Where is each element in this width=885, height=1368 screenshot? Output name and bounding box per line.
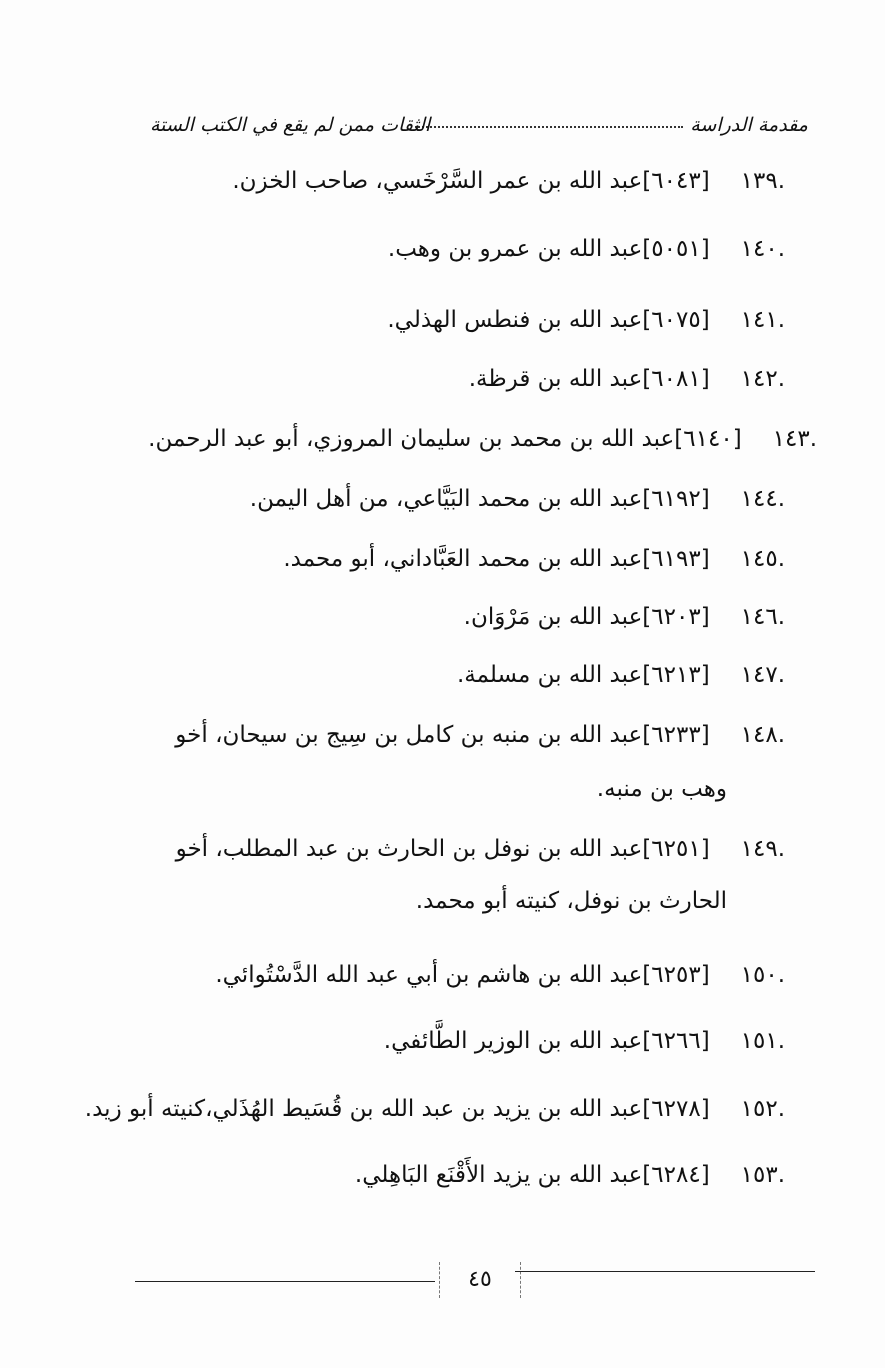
entry-number: .١٥١: [740, 1028, 785, 1054]
entry-text: عبد الله بن محمد بن سليمان المروزي، أبو عبد الرحمن.: [148, 426, 675, 452]
entry-text: عبد الله بن مسلمة.: [456, 662, 643, 688]
entry-number: .١٣٩: [740, 168, 785, 194]
list-item: [250, 482, 785, 516]
list-item: [148, 422, 817, 456]
entry-text: عبد الله بن عمر السَّرْخَسي، صاحب الخزن.: [232, 168, 643, 194]
entry-number: .١٤٤: [740, 486, 785, 512]
entry-code: [٦٢٨٤]: [642, 1162, 710, 1188]
entry-code: [٦٢١٣]: [642, 662, 710, 688]
entry-number: .١٤٩: [740, 836, 785, 862]
entry-number: .١٤٣: [772, 426, 817, 452]
entry-number: .١٥٠: [740, 962, 785, 988]
list-item: [175, 718, 785, 752]
footer-rule-right: [515, 1271, 815, 1272]
header-subtitle: الثقات ممن لم يقع في الكتب الستة: [150, 114, 431, 136]
entry-text: عبد الله بن الوزير الطَّائفي.: [383, 1028, 643, 1054]
entry-code: [٦٢٠٣]: [642, 604, 710, 630]
list-item: [464, 600, 785, 634]
entry-text: عبد الله بن محمد البَيَّاعي، من أهل اليمن.: [249, 486, 643, 512]
list-item: [85, 1092, 785, 1126]
list-item: [232, 164, 785, 198]
entry-text: عبد الله بن مَرْوَان.: [463, 604, 643, 630]
footer-rule-left: [135, 1281, 435, 1282]
entry-continuation: وهب بن منبه.: [596, 776, 727, 802]
entry-number: .١٤٨: [740, 722, 785, 748]
list-item: [384, 1024, 785, 1058]
entry-code: [٦١٩٣]: [642, 546, 710, 572]
entry-code: [٦١٩٢]: [642, 486, 710, 512]
entry-text: عبد الله بن يزيد الأَقْنَع البَاهِلي.: [354, 1162, 643, 1188]
list-item: [387, 303, 785, 337]
entry-text: عبد الله بن منبه بن كامل بن سِيج بن سيحان، أخو: [175, 722, 643, 748]
entry-text: عبد الله بن يزيد بن عبد الله بن قُسَيط الهُذَلي،كنيته أبو زيد.: [84, 1096, 643, 1122]
entry-code: [٦١٤٠]: [674, 426, 742, 452]
entry-number: .١٥٢: [740, 1096, 785, 1122]
entry-code: [٦٢٣٣]: [642, 722, 710, 748]
entry-continuation: الحارث بن نوفل، كنيته أبو محمد.: [415, 888, 727, 914]
entry-code: [٦٢٥٣]: [642, 962, 710, 988]
entry-code: [٦٠٤٣]: [642, 168, 710, 194]
entry-code: [٦٠٨١]: [642, 366, 710, 392]
list-item: [469, 362, 785, 396]
entry-number: .١٤١: [740, 307, 785, 333]
entry-number: .١٤٦: [740, 604, 785, 630]
running-header: [150, 108, 808, 142]
entry-text: عبد الله بن فنطس الهذلي.: [387, 307, 643, 333]
list-item: [457, 658, 785, 692]
list-item: [355, 1158, 785, 1192]
entry-text: عبد الله بن قرظة.: [468, 366, 643, 392]
entry-text: عبد الله بن عمرو بن وهب.: [387, 236, 643, 262]
entry-text: عبد الله بن محمد العَبَّاداني، أبو محمد.: [283, 546, 643, 572]
entry-code: [٦٢٦٦]: [642, 1028, 710, 1054]
list-item: [283, 542, 785, 576]
entry-code: [٥٠٥١]: [642, 236, 710, 262]
entry-code: [٦٠٧٥]: [642, 307, 710, 333]
entry-number: .١٥٣: [740, 1162, 785, 1188]
page-footer: [135, 1262, 815, 1302]
entry-code: [٦٢٥١]: [642, 836, 710, 862]
list-item: [176, 832, 785, 866]
entry-number: .١٤٥: [740, 546, 785, 572]
entry-code: [٦٢٧٨]: [642, 1096, 710, 1122]
header-dotted-leader: [415, 126, 683, 128]
entry-text: عبد الله بن هاشم بن أبي عبد الله الدَّسْتُوائي.: [215, 962, 643, 988]
list-item: [215, 958, 785, 992]
header-section-title: مقدمة الدراسة: [690, 114, 808, 136]
page-number: ٤٥: [439, 1262, 521, 1298]
entry-number: .١٤٢: [740, 366, 785, 392]
entry-number: .١٤٧: [740, 662, 785, 688]
entry-number: .١٤٠: [740, 236, 785, 262]
entry-text: عبد الله بن نوفل بن الحارث بن عبد المطلب، أخو: [175, 836, 643, 862]
list-item: [388, 232, 785, 266]
